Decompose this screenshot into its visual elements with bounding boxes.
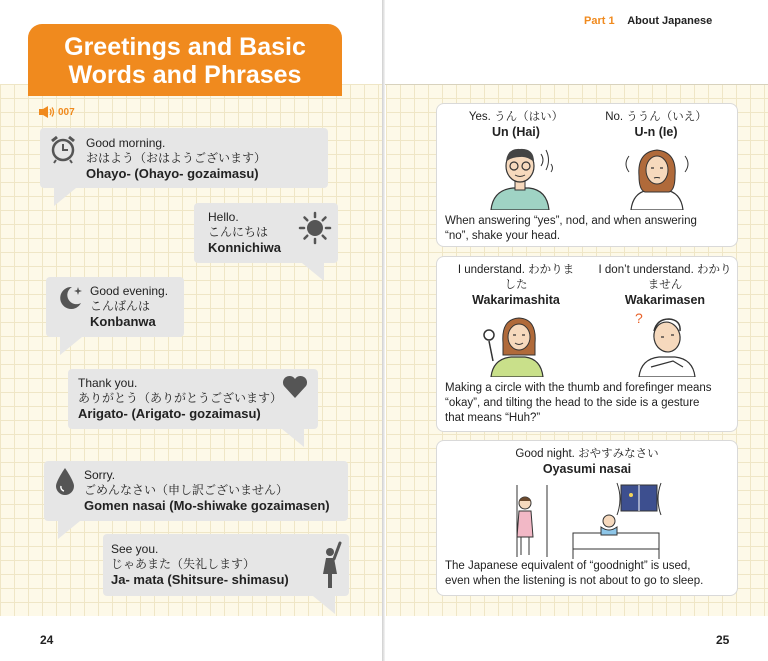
note-line: “no”, shake your head.	[445, 230, 561, 242]
caption-romaji: Wakarimashita	[472, 293, 560, 307]
note-line: When answering “yes”, nod, and when answering	[445, 215, 697, 227]
bubble-tail	[54, 188, 76, 206]
phrase-english: Thank you.	[78, 376, 138, 390]
caption-romaji: U-n (Ie)	[634, 125, 678, 139]
caption-english: I don’t understand.	[598, 264, 694, 276]
caption-romaji: Wakarimasen	[624, 293, 706, 307]
bubble-tail	[58, 521, 80, 539]
head-shaking-woman-illustration	[617, 144, 697, 210]
card-note	[445, 381, 712, 426]
card-note	[445, 559, 703, 589]
caption-english: Yes.	[468, 111, 491, 123]
gesture-card-good-night	[436, 440, 738, 596]
phrase-bubble-good-morning	[40, 128, 328, 188]
page-number-right: 25	[716, 633, 730, 647]
svg-text:?: ?	[635, 310, 643, 326]
sun-icon	[298, 211, 332, 245]
page-title	[28, 24, 342, 96]
card-caption-understand	[453, 263, 579, 308]
phrase-bubble-thank-you	[68, 369, 318, 429]
caption-romaji: Un (Hai)	[492, 125, 540, 139]
part-title: About Japanese	[627, 15, 713, 27]
phrase-bubble-hello	[194, 203, 338, 263]
phrase-romaji: Arigato- (Arigato- gozaimasu)	[78, 406, 261, 421]
phrase-japanese: じゃあまた（失礼します）	[111, 557, 256, 571]
book-spine	[382, 0, 385, 661]
card-caption-no	[601, 110, 711, 140]
gesture-card-understand	[436, 256, 738, 432]
caption-english: Good night.	[515, 448, 575, 460]
heart-icon	[282, 375, 308, 399]
waving-person-icon	[319, 538, 343, 590]
phrase-japanese: おはよう（おはようございます）	[86, 151, 267, 165]
phrase-english: See you.	[111, 542, 159, 556]
audio-track[interactable]	[38, 106, 75, 118]
moon-icon	[54, 283, 84, 313]
bubble-tail	[282, 429, 304, 447]
note-line: The Japanese equivalent of “goodnight” is used,	[445, 560, 691, 572]
phrase-romaji: Ohayo- (Ohayo- gozaimasu)	[86, 166, 259, 181]
card-caption-dont-understand	[597, 263, 733, 308]
phrase-bubble-good-evening	[46, 277, 184, 337]
caption-english: No.	[605, 111, 624, 123]
card-caption-yes	[461, 110, 571, 140]
note-line: Making a circle with the thumb and forefinger means	[445, 382, 712, 394]
teardrop-icon	[54, 467, 76, 497]
note-line: even when the listening is not about to go to sleep.	[445, 575, 704, 587]
header-divider	[384, 84, 768, 85]
phrase-japanese: ごめんなさい（申し訳ございません）	[84, 483, 289, 497]
phrase-romaji: Gomen nasai (Mo-shiwake gozaimasen)	[84, 498, 330, 513]
phrase-bubble-see-you	[103, 534, 349, 596]
ok-gesture-woman-illustration	[477, 311, 557, 377]
page-number-left: 24	[40, 633, 54, 647]
card-note	[445, 214, 697, 244]
phrase-english: Sorry.	[84, 468, 116, 482]
caption-romaji: Oyasumi nasai	[542, 462, 632, 476]
caption-japanese: おやすみなさい	[578, 448, 659, 460]
confused-man-illustration	[627, 307, 707, 377]
phrase-english: Hello.	[208, 210, 239, 224]
title-line-1: Greetings and Basic	[64, 33, 306, 61]
bedtime-scene-illustration	[513, 481, 663, 561]
alarm-clock-icon	[48, 134, 78, 164]
caption-english: I understand.	[457, 264, 525, 276]
phrase-english: Good evening.	[90, 284, 169, 298]
phrase-english: Good morning.	[86, 136, 166, 150]
caption-japanese: うん（はい）	[494, 111, 564, 123]
part-label: Part 1	[584, 15, 615, 27]
caption-japanese: わかりません	[647, 264, 732, 291]
bubble-tail	[302, 263, 324, 281]
bubble-tail	[313, 596, 335, 614]
title-line-2: Words and Phrases	[68, 61, 302, 89]
audio-track-number: 007	[58, 106, 75, 118]
phrase-romaji: Konbanwa	[90, 314, 156, 329]
speaker-icon	[38, 106, 56, 118]
nodding-man-illustration	[481, 144, 561, 210]
phrase-japanese: ありがとう（ありがとうございます）	[78, 391, 283, 405]
phrase-romaji: Konnichiwa	[208, 240, 281, 255]
phrase-bubble-sorry	[44, 461, 348, 521]
card-caption-good-night	[477, 447, 697, 477]
phrase-japanese: こんにちは	[208, 225, 269, 239]
phrase-romaji: Ja- mata (Shitsure- shimasu)	[111, 572, 289, 587]
phrase-japanese: こんばんは	[90, 299, 151, 313]
running-header	[584, 15, 712, 27]
bubble-tail	[60, 337, 82, 355]
note-line: that means “Huh?”	[445, 412, 541, 424]
caption-japanese: わかりました	[504, 264, 575, 291]
note-line: “okay”, and tilting the head to the side is a gesture	[445, 397, 700, 409]
caption-japanese: ううん（いえ）	[626, 111, 707, 123]
gesture-card-yes-no	[436, 103, 738, 247]
